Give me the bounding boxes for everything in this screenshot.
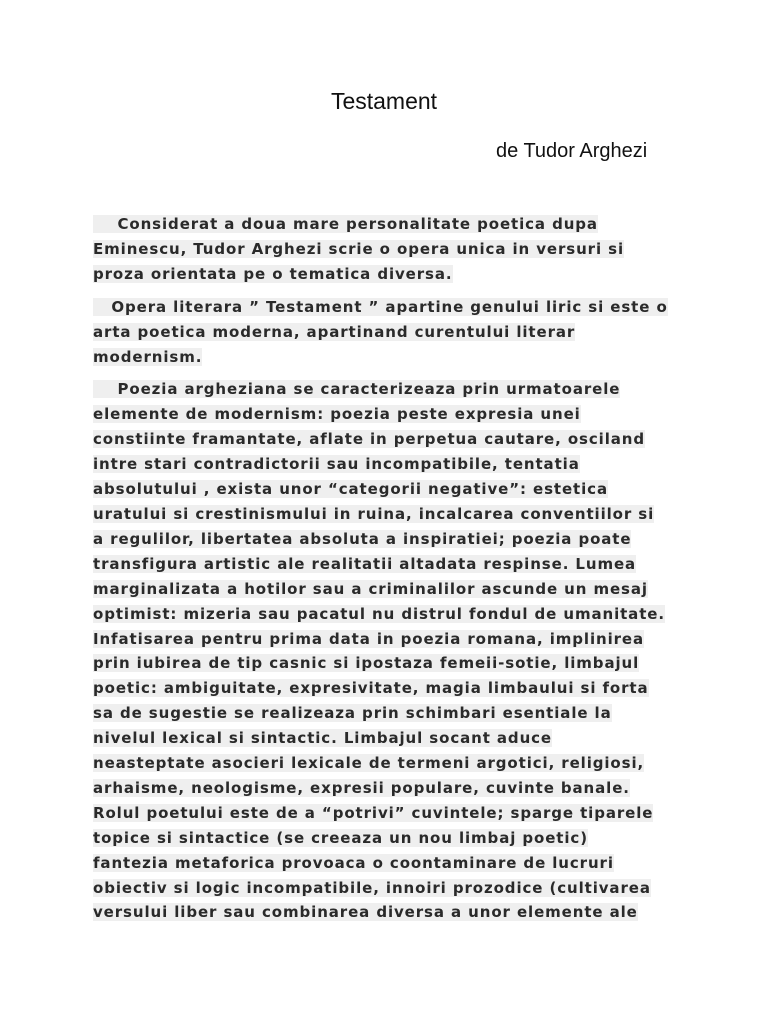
text-line: modernism. — [93, 347, 203, 366]
text-line: neasteptate asocieri lexicale de termeni argotici, religiosi, — [93, 754, 645, 773]
document-title: Testament — [330, 88, 438, 114]
paragraph-opera — [93, 295, 678, 370]
text-line: sa de sugestie se realizeaza prin schimbari esentiale la — [93, 704, 612, 723]
document-author: de Tudor Arghezi — [496, 140, 648, 162]
text-line: transfigura artistic ale realitatii altadata respinse. Lumea — [93, 554, 637, 573]
text-line: Poezia argheziana se caracterizeaza prin urmatoarele — [93, 380, 621, 399]
text-line: fantezia metaforica provoaca o coontaminare de lucruri — [93, 853, 614, 872]
text-line: arhaisme, neologisme, expresii populare, cuvinte banale. — [93, 778, 630, 797]
text-line: marginalizata a hotilor sau a criminalilor ascunde un mesaj — [93, 579, 648, 598]
text-line: absolutului , exista unor “categorii negative”: estetica — [93, 480, 608, 499]
paragraph-intro — [93, 212, 678, 287]
text-line: versului liber sau combinarea diversa a unor elemente ale — [93, 903, 638, 922]
text-line: topice si sintactice (se creeaza un nou limbaj poetic) — [93, 828, 588, 847]
text-line: uratului si crestinismului in ruina, incalcarea conventiilor si — [93, 504, 655, 523]
text-line: Considerat a doua mare personalitate poetica dupa — [93, 215, 598, 233]
text-line: Infatisarea pentru prima data in poezia romana, implinirea — [93, 629, 645, 648]
text-line: proza orientata pe o tematica diversa. — [93, 264, 453, 283]
paragraph-modernism — [93, 377, 678, 925]
document-body — [93, 212, 678, 933]
text-line: a regulilor, libertatea absoluta a inspiratiei; poezia poate — [93, 529, 632, 548]
text-line: elemente de modernism: poezia peste expresia unei — [93, 405, 581, 424]
text-line: obiectiv si logic incompatibile, innoiri prozodice (cultivarea — [93, 878, 651, 897]
text-line: arta poetica moderna, apartinand curentului literar — [93, 322, 576, 341]
text-line: Opera literara ” Testament ” apartine genului liric si este o — [93, 297, 668, 316]
text-line: nivelul lexical si sintactic. Limbajul socant aduce — [93, 729, 553, 748]
text-line: intre stari contradictorii sau incompatibile, tentatia — [93, 455, 580, 474]
text-line: Eminescu, Tudor Arghezi scrie o opera unica in versuri si — [93, 239, 625, 258]
text-line: optimist: mizeria sau pacatul nu distrul fondul de umanitate. — [93, 604, 665, 623]
text-line: constiinte framantate, aflate in perpetua cautare, osciland — [93, 430, 645, 449]
text-line: Rolul poetului este de a “potrivi” cuvintele; sparge tiparele — [93, 803, 654, 822]
text-line: prin iubirea de tip casnic si ipostaza femeii-sotie, limbajul — [93, 654, 640, 673]
text-line: poetic: ambiguitate, expresivitate, magia limbaului si forta — [93, 679, 649, 698]
